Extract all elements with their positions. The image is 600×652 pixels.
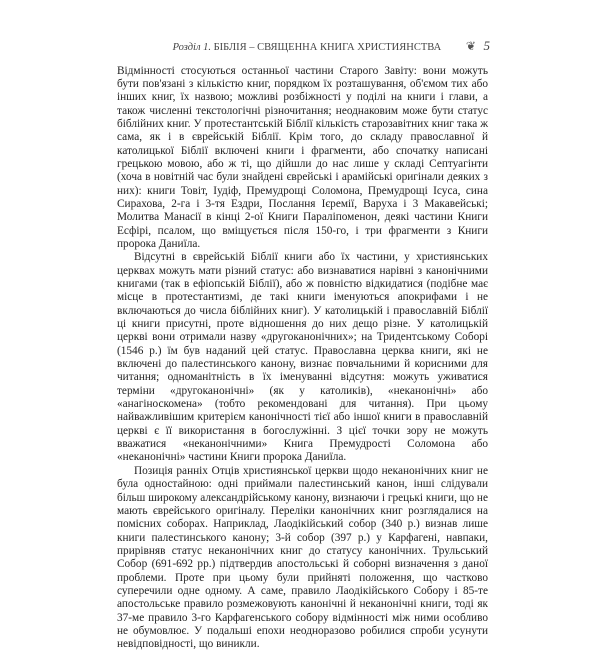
- paragraph-2: Відсутні в єврейській Біблії книги або їх частини, у християнських церквах можуть мати різний статус: або визнаватися нарівні з канонічними книгами (так в ефіопській Біблії), або ж повністю відкидатися (подібне має місце в протестантизмі, де такі книги іменуються апокрифами і не включаються до числа біблійних книг). У католицькій і православній Біблії ці книги присутні, проте відношення до них дещо різне. У католицькій церкві вони отримали назву «другоканонічних»; на Тридентському Соборі (1546 р.) їм був наданий цей статус. Православна церква книги, які не включені до палестинського канону, визнає повчальними й корисними для читання; одноманітність в їх іменуванні відсутня: можуть уживатися терміни «другоканонічні» (як у католиків), «неканонічні» або «анагіноскомена» (тобто рекомендовані для читання). При цьому найважливішим критерієм канонічності тієї або іншої книги в православній церкві є її використання в богослужінні. З цієї точки зору не можуть вважатися «неканонічними» Книга Премудрості Соломона або «неканонічні» частини Книги пророка Даниїла.: [117, 251, 488, 464]
- paragraph-1: Відмінності стосуються останньої частини Старого Завіту: вони можуть бути пов'язані з кількістю книг, порядком їх розташування, об'ємом тих або інших книг, їх назвою; можливі розбіжності у поділі на книги і глави, а також численні текстологічні різночитання; неоднаковим може бути статус біблійних книг. У протестантській Біблії кількість старозавітних книг така ж сама, як і в єврейській Біблії. Крім того, до складу православної й католицької Біблії включені книги і фрагменти, або спочатку написані грецькою мовою, або ж ті, що дійшли до нас лише у складі Септуагінти (хоча в новітній час були знайдені єврейські і арамійські оригінали деяких з них): книги Товіт, Іудіф, Премудрощі Соломона, Премудрощі Ісуса, сина Сирахова, 2-га і 3-тя Ездри, Послання Ієремії, Варуха і 3 Макавейські; Молитва Манасії в кінці 2-ої Книги Параліпоменон, деякі частини Книги Есфірі, псалом, що вміщується після 150-го, і три фрагменти з Книги пророка Даниїла.: [117, 64, 488, 250]
- page-number: 5: [483, 38, 490, 53]
- paragraph-3: Позиція ранніх Отців християнської церкви щодо неканонічних книг не була одностайною: одні приймали палестинський канон, інші слідували більш широкому александрійському канону, визнаючи і грецькі книги, що не мають єврейського оригіналу. Переліки канонічних книг розглядалися на помісних соборах. Наприклад, Лаодікійський собор (340 р.) визнав лише книги палестинського канону; 3-й собор (397 р.) у Карфагені, навпаки, прирівняв статус неканонічних книг до статусу канонічних. Трульський Собор (691-692 рр.) підтвердив апостольські й соборні визначення з даної проблеми. Проте при цьому були прийняті положення, що частково суперечили одне одному. А саме, правило Лаодікійського Собору і 85-те апостольське правило розмежовують канонічні й неканонічні книги, тоді як 37-ме правило 3-го Карфагенського собору відмінності між ними особливо не обумовлює. У подальші епохи неодноразово робилися спроби усунути невідповідності, що виникли.: [117, 464, 488, 651]
- chapter-label: Розділ 1.: [172, 42, 212, 53]
- chapter-title: БІБЛІЯ – СВЯЩЕННА КНИГА ХРИСТИЯНСТВА: [213, 42, 442, 53]
- fleuron-icon: ❦: [465, 39, 476, 53]
- body-text: [117, 65, 488, 652]
- running-header: [150, 38, 490, 54]
